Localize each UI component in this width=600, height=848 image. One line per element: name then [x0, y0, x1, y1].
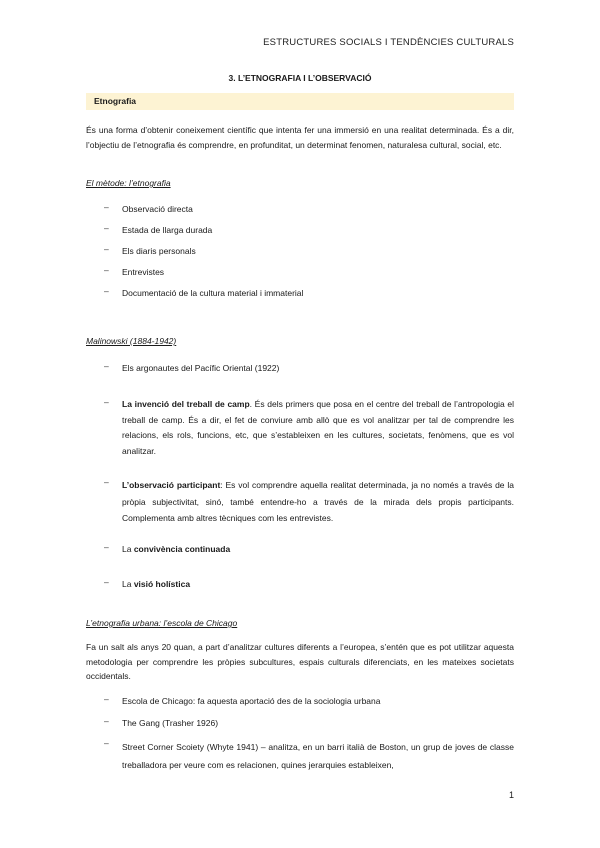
item-prefix: La: [122, 544, 134, 554]
list-item: [122, 577, 514, 592]
item-bold: L’observació participant: [122, 480, 221, 490]
list-item: Els diaris personals: [122, 246, 196, 256]
item-bold: La invenció del treball de camp: [122, 399, 250, 409]
list-item: Entrevistes: [122, 267, 165, 277]
section-band: [86, 93, 514, 110]
list-item: The Gang (Trasher 1926): [122, 718, 219, 728]
intro-paragraph: És una forma d’obtenir coneixement científic que intenta fer una immersió en una realitat determinada. És a dir, l’objectiu de l’etnografia és comprendre, en profunditat, un determinat fenomen, naturalesa cultural, social, etc.: [86, 125, 514, 150]
list-item: [122, 397, 514, 459]
bullet-dash: –: [104, 716, 109, 726]
list-item: [122, 361, 514, 376]
item-text: Els argonautes del Pacífic Oriental (1922): [122, 363, 280, 373]
running-header: ESTRUCTURES SOCIALS I TENDÈNCIES CULTURALS: [263, 37, 514, 48]
urban-heading: L’etnografia urbana: l’escola de Chicago: [86, 618, 238, 628]
bullet-dash: –: [104, 577, 109, 587]
section-band-label: Etnografia: [94, 96, 137, 106]
bullet-dash: –: [104, 477, 109, 487]
bullet-dash: –: [104, 223, 109, 233]
list-item: Escola de Chicago: fa aquesta aportació des de la sociologia urbana: [122, 696, 381, 706]
item-text: : Es vol comprendre aquella realitat determinada, ja no només a través de la pròpia subjectivitat, sinó, també entendre-ho a través de la mirada dels propis participants. Complementa amb altres tècniques com les entrevistes.: [122, 480, 514, 523]
bullet-dash: –: [104, 286, 109, 296]
item-bold: convivència continuada: [133, 544, 231, 554]
bullet-dash: –: [104, 542, 109, 552]
bullet-dash: –: [104, 202, 109, 212]
list-item: Observació directa: [122, 204, 193, 214]
method-heading: El mètode: l’etnografia: [86, 178, 171, 188]
bullet-dash: –: [104, 244, 109, 254]
section-title: 3. L’ETNOGRAFIA I L’OBSERVACIÓ: [228, 73, 372, 83]
item-bold: visió holística: [133, 579, 191, 589]
list-item: Documentació de la cultura material i immaterial: [122, 288, 304, 298]
list-item: Street Corner Scoiety (Whyte 1941) – analitza, en un barri italià de Boston, un grup de joves de classe treballadora per veure com es relacionen, quines jerarquies estableixen,: [122, 742, 514, 770]
list-item: [122, 477, 514, 527]
page-number: 1: [508, 790, 514, 800]
bullet-dash: –: [104, 738, 109, 748]
malinowski-heading: Malinowski (1884-1942): [86, 336, 177, 346]
bullet-dash: –: [104, 397, 109, 407]
bullet-dash: –: [104, 265, 109, 275]
item-prefix: La: [122, 579, 134, 589]
bullet-dash: –: [104, 694, 109, 704]
list-item: [122, 542, 514, 557]
bullet-dash: –: [104, 361, 109, 371]
item-text: . És dels primers que posa en el centre del treball de l’antropologia el treball de camp. És a dir, el fet de conviure amb allò que es vol analitzar per tal de comprendre les relacions, els rols, funcions, etc, que s’estableixen en les cultures, societats, fenòmens, que es vol analitzar.: [122, 399, 514, 456]
list-item: Estada de llarga durada: [122, 225, 213, 235]
urban-paragraph: Fa un salt als anys 20 quan, a part d’analitzar cultures diferents a l’europea, s’entén que es pot utilitzar aquesta metodologia per comprendre les pròpies subcultures, espais culturals diferenciats, en les mateixes societats occidentals.: [86, 642, 514, 681]
